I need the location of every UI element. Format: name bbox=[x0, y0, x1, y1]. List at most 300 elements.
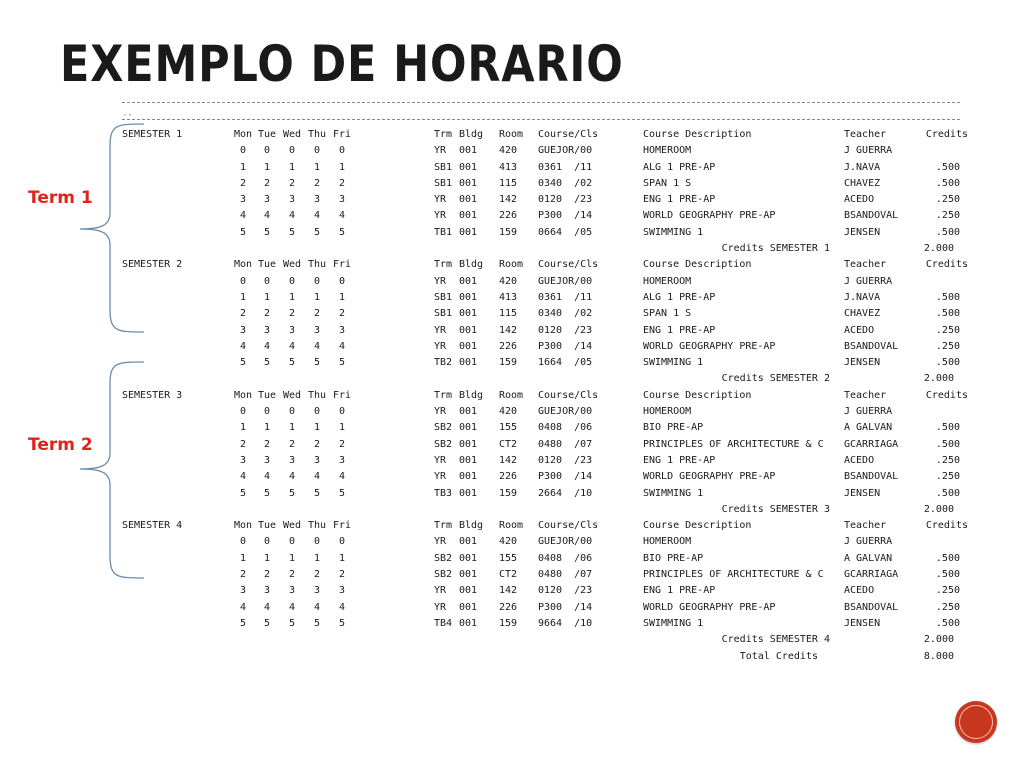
cell-desc: SWIMMING 1 bbox=[643, 226, 704, 238]
cell-bldg: 001 bbox=[459, 161, 478, 173]
semester-total-value: 2.000 bbox=[923, 243, 954, 255]
cell-teacher: J GUERRA bbox=[844, 406, 893, 418]
header-course: Course/Cls bbox=[538, 389, 599, 401]
period-tue: 0 bbox=[263, 145, 271, 157]
header-mon: Mon bbox=[233, 259, 253, 271]
cell-bldg: 001 bbox=[459, 194, 478, 206]
period-tue: 3 bbox=[263, 585, 271, 597]
cell-course: 0120 /23 bbox=[538, 324, 593, 336]
period-mon: 3 bbox=[239, 585, 247, 597]
period-wed: 0 bbox=[288, 536, 296, 548]
cell-course: GUEJOR/00 bbox=[538, 145, 593, 157]
header-credits: Credits bbox=[925, 129, 968, 140]
cell-teacher: JENSEN bbox=[844, 357, 881, 369]
cell-bldg: 001 bbox=[459, 471, 478, 483]
cell-teacher: BSANDOVAL bbox=[844, 210, 899, 222]
semester-total-value: 2.000 bbox=[923, 503, 954, 515]
cell-bldg: 001 bbox=[459, 357, 478, 369]
cell-room: 420 bbox=[499, 145, 518, 157]
period-thu: 5 bbox=[313, 357, 321, 369]
grand-total-row bbox=[122, 649, 968, 665]
cell-bldg: 001 bbox=[459, 340, 478, 352]
period-tue: 1 bbox=[263, 422, 271, 434]
table-row bbox=[122, 404, 968, 420]
cell-credits: .500 bbox=[935, 552, 960, 564]
cell-room: 420 bbox=[499, 406, 518, 418]
header-thu: Thu bbox=[307, 389, 327, 401]
cell-bldg: 001 bbox=[459, 177, 478, 189]
cell-bldg: 001 bbox=[459, 145, 478, 157]
period-mon: 2 bbox=[239, 569, 247, 581]
semester-total-label: Credits SEMESTER 4 bbox=[721, 634, 830, 646]
header-fri: Fri bbox=[332, 129, 352, 140]
cell-course: GUEJOR/00 bbox=[538, 406, 593, 418]
cell-teacher: ACEDO bbox=[844, 194, 875, 206]
cell-bldg: 001 bbox=[459, 487, 478, 499]
cell-bldg: 001 bbox=[459, 291, 478, 303]
period-wed: 3 bbox=[288, 454, 296, 466]
cell-teacher: J GUERRA bbox=[844, 145, 893, 157]
period-mon: 2 bbox=[239, 308, 247, 320]
cell-room: 155 bbox=[499, 552, 518, 564]
semester-name: SEMESTER 1 bbox=[122, 129, 183, 140]
semester-header-row bbox=[122, 127, 968, 143]
dashed-divider-tail: -- bbox=[122, 110, 133, 120]
period-thu: 0 bbox=[313, 275, 321, 287]
cell-desc: SWIMMING 1 bbox=[643, 617, 704, 629]
period-mon: 5 bbox=[239, 226, 247, 238]
header-trm: Trm bbox=[434, 520, 453, 532]
period-wed: 0 bbox=[288, 275, 296, 287]
cell-desc: ENG 1 PRE-AP bbox=[643, 454, 716, 466]
period-tue: 2 bbox=[263, 308, 271, 320]
table-row bbox=[122, 323, 968, 339]
period-fri: 5 bbox=[338, 617, 346, 629]
period-tue: 1 bbox=[263, 161, 271, 173]
period-fri: 0 bbox=[338, 275, 346, 287]
period-mon: 0 bbox=[239, 406, 247, 418]
cell-desc: PRINCIPLES OF ARCHITECTURE & C bbox=[643, 438, 824, 450]
period-fri: 4 bbox=[338, 471, 346, 483]
period-fri: 4 bbox=[338, 601, 346, 613]
period-wed: 2 bbox=[288, 308, 296, 320]
cell-room: 159 bbox=[499, 617, 518, 629]
cell-room: 155 bbox=[499, 422, 518, 434]
period-thu: 0 bbox=[313, 536, 321, 548]
period-tue: 1 bbox=[263, 291, 271, 303]
cell-trm: YR bbox=[434, 406, 447, 418]
cell-teacher: ACEDO bbox=[844, 324, 875, 336]
period-wed: 1 bbox=[288, 161, 296, 173]
cell-bldg: 001 bbox=[459, 438, 478, 450]
cell-desc: BIO PRE-AP bbox=[643, 552, 704, 564]
period-mon: 1 bbox=[239, 422, 247, 434]
cell-trm: TB2 bbox=[434, 357, 453, 369]
header-course: Course/Cls bbox=[538, 259, 599, 271]
period-tue: 2 bbox=[263, 438, 271, 450]
period-fri: 1 bbox=[338, 552, 346, 564]
header-fri: Fri bbox=[332, 389, 352, 401]
header-room: Room bbox=[499, 389, 524, 401]
grand-total-label: Total Credits bbox=[739, 650, 818, 662]
cell-trm: YR bbox=[434, 585, 447, 597]
table-row bbox=[122, 534, 968, 550]
header-thu: Thu bbox=[307, 520, 327, 532]
cell-desc: HOMEROOM bbox=[643, 536, 692, 548]
period-fri: 5 bbox=[338, 357, 346, 369]
cell-room: 142 bbox=[499, 194, 518, 206]
cell-trm: SB1 bbox=[434, 308, 453, 320]
header-tue: Tue bbox=[257, 129, 277, 140]
period-mon: 3 bbox=[239, 194, 247, 206]
cell-trm: SB1 bbox=[434, 177, 453, 189]
cell-course: 0340 /02 bbox=[538, 308, 593, 320]
cell-bldg: 001 bbox=[459, 210, 478, 222]
period-mon: 4 bbox=[239, 210, 247, 222]
period-tue: 2 bbox=[263, 177, 271, 189]
period-thu: 5 bbox=[313, 226, 321, 238]
cell-teacher: J.NAVA bbox=[844, 291, 881, 303]
semester-name: SEMESTER 2 bbox=[122, 259, 183, 271]
period-fri: 0 bbox=[338, 406, 346, 418]
cell-desc: WORLD GEOGRAPHY PRE-AP bbox=[643, 601, 776, 613]
period-wed: 0 bbox=[288, 145, 296, 157]
cell-bldg: 001 bbox=[459, 617, 478, 629]
period-mon: 5 bbox=[239, 487, 247, 499]
cell-desc: ENG 1 PRE-AP bbox=[643, 324, 716, 336]
cell-bldg: 001 bbox=[459, 422, 478, 434]
cell-credits: .500 bbox=[935, 422, 960, 434]
header-credits: Credits bbox=[925, 389, 968, 401]
semester-total-value: 2.000 bbox=[923, 634, 954, 646]
header-mon: Mon bbox=[233, 389, 253, 401]
schedule-table bbox=[122, 127, 968, 665]
cell-credits: .500 bbox=[935, 617, 960, 629]
cell-teacher: J.NAVA bbox=[844, 161, 881, 173]
cell-trm: YR bbox=[434, 275, 447, 287]
cell-teacher: A GALVAN bbox=[844, 422, 893, 434]
cell-desc: WORLD GEOGRAPHY PRE-AP bbox=[643, 471, 776, 483]
period-wed: 3 bbox=[288, 194, 296, 206]
table-row bbox=[122, 486, 968, 502]
period-wed: 1 bbox=[288, 552, 296, 564]
period-fri: 3 bbox=[338, 194, 346, 206]
cell-credits: .250 bbox=[935, 601, 960, 613]
cell-trm: YR bbox=[434, 454, 447, 466]
period-mon: 1 bbox=[239, 291, 247, 303]
header-credits: Credits bbox=[925, 259, 968, 271]
header-course: Course/Cls bbox=[538, 520, 599, 532]
cell-course: GUEJOR/00 bbox=[538, 536, 593, 548]
cell-course: 0361 /11 bbox=[538, 161, 593, 173]
cell-room: 115 bbox=[499, 177, 518, 189]
period-tue: 3 bbox=[263, 194, 271, 206]
circle-icon bbox=[959, 705, 993, 739]
table-row bbox=[122, 160, 968, 176]
header-teacher: Teacher bbox=[844, 389, 887, 401]
cell-bldg: 001 bbox=[459, 275, 478, 287]
period-wed: 5 bbox=[288, 226, 296, 238]
cell-desc: ENG 1 PRE-AP bbox=[643, 194, 716, 206]
cell-desc: ENG 1 PRE-AP bbox=[643, 585, 716, 597]
period-thu: 0 bbox=[313, 145, 321, 157]
period-tue: 4 bbox=[263, 340, 271, 352]
semester-header-row bbox=[122, 388, 968, 404]
cell-room: 226 bbox=[499, 340, 518, 352]
table-row bbox=[122, 567, 968, 583]
period-tue: 0 bbox=[263, 406, 271, 418]
period-tue: 4 bbox=[263, 471, 271, 483]
header-fri: Fri bbox=[332, 259, 352, 271]
cell-course: 0480 /07 bbox=[538, 438, 593, 450]
cell-teacher: ACEDO bbox=[844, 454, 875, 466]
table-row bbox=[122, 600, 968, 616]
period-tue: 0 bbox=[263, 275, 271, 287]
period-fri: 5 bbox=[338, 226, 346, 238]
cell-desc: SWIMMING 1 bbox=[643, 357, 704, 369]
cell-course: 0340 /02 bbox=[538, 177, 593, 189]
header-desc: Course Description bbox=[643, 389, 752, 401]
cell-bldg: 001 bbox=[459, 536, 478, 548]
period-thu: 3 bbox=[313, 454, 321, 466]
semester-total-value: 2.000 bbox=[923, 373, 954, 385]
cell-desc: ALG 1 PRE-AP bbox=[643, 291, 716, 303]
semester-header-row bbox=[122, 518, 968, 534]
period-fri: 2 bbox=[338, 308, 346, 320]
header-thu: Thu bbox=[307, 129, 327, 140]
period-thu: 5 bbox=[313, 487, 321, 499]
period-wed: 3 bbox=[288, 324, 296, 336]
period-tue: 0 bbox=[263, 536, 271, 548]
table-row bbox=[122, 192, 968, 208]
cell-teacher: ACEDO bbox=[844, 585, 875, 597]
semester-total-label: Credits SEMESTER 1 bbox=[721, 243, 830, 255]
cell-room: 413 bbox=[499, 291, 518, 303]
cell-room: 420 bbox=[499, 275, 518, 287]
period-tue: 5 bbox=[263, 226, 271, 238]
period-fri: 5 bbox=[338, 487, 346, 499]
period-fri: 0 bbox=[338, 145, 346, 157]
cell-credits: .500 bbox=[935, 569, 960, 581]
period-mon: 4 bbox=[239, 601, 247, 613]
grand-total-value: 8.000 bbox=[923, 650, 954, 662]
period-fri: 0 bbox=[338, 536, 346, 548]
table-row bbox=[122, 616, 968, 632]
table-row bbox=[122, 583, 968, 599]
period-thu: 4 bbox=[313, 340, 321, 352]
cell-bldg: 001 bbox=[459, 569, 478, 581]
cell-room: 159 bbox=[499, 357, 518, 369]
period-thu: 2 bbox=[313, 438, 321, 450]
cell-teacher: BSANDOVAL bbox=[844, 601, 899, 613]
period-thu: 1 bbox=[313, 552, 321, 564]
period-fri: 1 bbox=[338, 422, 346, 434]
period-wed: 2 bbox=[288, 569, 296, 581]
cell-desc: PRINCIPLES OF ARCHITECTURE & C bbox=[643, 569, 824, 581]
cell-teacher: JENSEN bbox=[844, 226, 881, 238]
cell-trm: YR bbox=[434, 145, 447, 157]
cell-teacher: J GUERRA bbox=[844, 536, 893, 548]
cell-course: 0120 /23 bbox=[538, 454, 593, 466]
table-row bbox=[122, 420, 968, 436]
header-trm: Trm bbox=[434, 259, 453, 271]
table-row bbox=[122, 143, 968, 159]
period-wed: 4 bbox=[288, 471, 296, 483]
cell-course: 0664 /05 bbox=[538, 226, 593, 238]
semester-name: SEMESTER 3 bbox=[122, 389, 183, 401]
period-thu: 3 bbox=[313, 585, 321, 597]
cell-credits: .250 bbox=[935, 585, 960, 597]
table-row bbox=[122, 225, 968, 241]
period-wed: 5 bbox=[288, 617, 296, 629]
semester-header-row bbox=[122, 257, 968, 273]
period-tue: 5 bbox=[263, 357, 271, 369]
period-fri: 1 bbox=[338, 161, 346, 173]
period-tue: 3 bbox=[263, 324, 271, 336]
table-row bbox=[122, 437, 968, 453]
cell-room: 420 bbox=[499, 536, 518, 548]
cell-course: 9664 /10 bbox=[538, 617, 593, 629]
table-row bbox=[122, 469, 968, 485]
cell-desc: SPAN 1 S bbox=[643, 308, 692, 320]
period-fri: 3 bbox=[338, 324, 346, 336]
header-mon: Mon bbox=[233, 129, 253, 140]
header-mon: Mon bbox=[233, 520, 253, 532]
semester-total-label: Credits SEMESTER 3 bbox=[721, 503, 830, 515]
cell-credits: .250 bbox=[935, 340, 960, 352]
period-mon: 3 bbox=[239, 454, 247, 466]
cell-room: 142 bbox=[499, 454, 518, 466]
cell-teacher: CHAVEZ bbox=[844, 308, 881, 320]
cell-room: 142 bbox=[499, 324, 518, 336]
header-trm: Trm bbox=[434, 389, 453, 401]
cell-credits: .500 bbox=[935, 438, 960, 450]
cell-trm: YR bbox=[434, 194, 447, 206]
period-mon: 5 bbox=[239, 357, 247, 369]
cell-bldg: 001 bbox=[459, 324, 478, 336]
cell-teacher: BSANDOVAL bbox=[844, 471, 899, 483]
table-row bbox=[122, 551, 968, 567]
header-desc: Course Description bbox=[643, 129, 752, 140]
cell-trm: TB4 bbox=[434, 617, 453, 629]
period-mon: 3 bbox=[239, 324, 247, 336]
period-wed: 1 bbox=[288, 291, 296, 303]
header-bldg: Bldg bbox=[459, 520, 484, 532]
semester-total-label: Credits SEMESTER 2 bbox=[721, 373, 830, 385]
cell-desc: SWIMMING 1 bbox=[643, 487, 704, 499]
cell-desc: ALG 1 PRE-AP bbox=[643, 161, 716, 173]
table-row bbox=[122, 453, 968, 469]
period-tue: 5 bbox=[263, 617, 271, 629]
table-row bbox=[122, 339, 968, 355]
semester-total-row bbox=[122, 241, 968, 257]
period-mon: 4 bbox=[239, 471, 247, 483]
header-trm: Trm bbox=[434, 129, 453, 140]
table-row bbox=[122, 355, 968, 371]
cell-course: 1664 /05 bbox=[538, 357, 593, 369]
period-thu: 3 bbox=[313, 324, 321, 336]
header-desc: Course Description bbox=[643, 259, 752, 271]
dashed-divider bbox=[122, 119, 960, 120]
header-teacher: Teacher bbox=[844, 259, 887, 271]
cell-desc: BIO PRE-AP bbox=[643, 422, 704, 434]
period-tue: 5 bbox=[263, 487, 271, 499]
period-mon: 1 bbox=[239, 552, 247, 564]
semester-total-row bbox=[122, 371, 968, 387]
header-bldg: Bldg bbox=[459, 259, 484, 271]
header-room: Room bbox=[499, 520, 524, 532]
period-wed: 5 bbox=[288, 487, 296, 499]
period-mon: 1 bbox=[239, 161, 247, 173]
cell-desc: WORLD GEOGRAPHY PRE-AP bbox=[643, 340, 776, 352]
cell-room: 142 bbox=[499, 585, 518, 597]
cell-desc: HOMEROOM bbox=[643, 145, 692, 157]
period-fri: 3 bbox=[338, 585, 346, 597]
cell-bldg: 001 bbox=[459, 585, 478, 597]
header-wed: Wed bbox=[282, 259, 302, 271]
cell-credits: .500 bbox=[935, 291, 960, 303]
cell-credits: .500 bbox=[935, 357, 960, 369]
header-thu: Thu bbox=[307, 259, 327, 271]
period-thu: 2 bbox=[313, 569, 321, 581]
term-1-label: Term 1 bbox=[28, 188, 93, 208]
header-teacher: Teacher bbox=[844, 129, 887, 140]
period-mon: 2 bbox=[239, 438, 247, 450]
period-wed: 5 bbox=[288, 357, 296, 369]
cell-room: CT2 bbox=[499, 569, 518, 581]
cell-trm: SB2 bbox=[434, 552, 453, 564]
header-credits: Credits bbox=[925, 520, 968, 532]
period-tue: 1 bbox=[263, 552, 271, 564]
period-fri: 1 bbox=[338, 291, 346, 303]
period-tue: 3 bbox=[263, 454, 271, 466]
period-mon: 0 bbox=[239, 275, 247, 287]
semester-total-row bbox=[122, 632, 968, 648]
period-thu: 2 bbox=[313, 308, 321, 320]
cell-teacher: A GALVAN bbox=[844, 552, 893, 564]
cell-desc: SPAN 1 S bbox=[643, 177, 692, 189]
period-mon: 2 bbox=[239, 177, 247, 189]
cell-course: 0120 /23 bbox=[538, 585, 593, 597]
next-slide-button[interactable] bbox=[955, 701, 997, 743]
cell-credits: .250 bbox=[935, 324, 960, 336]
cell-teacher: GCARRIAGA bbox=[844, 569, 899, 581]
period-wed: 2 bbox=[288, 438, 296, 450]
cell-trm: YR bbox=[434, 601, 447, 613]
cell-room: 159 bbox=[499, 487, 518, 499]
period-fri: 4 bbox=[338, 210, 346, 222]
header-wed: Wed bbox=[282, 129, 302, 140]
term-2-label: Term 2 bbox=[28, 435, 93, 455]
cell-trm: SB1 bbox=[434, 291, 453, 303]
table-row bbox=[122, 274, 968, 290]
cell-course: 0361 /11 bbox=[538, 291, 593, 303]
period-wed: 1 bbox=[288, 422, 296, 434]
table-row bbox=[122, 208, 968, 224]
dashed-divider bbox=[122, 102, 960, 103]
period-mon: 0 bbox=[239, 145, 247, 157]
cell-course: 0480 /07 bbox=[538, 569, 593, 581]
cell-course: 0120 /23 bbox=[538, 194, 593, 206]
cell-credits: .500 bbox=[935, 226, 960, 238]
cell-credits: .250 bbox=[935, 210, 960, 222]
cell-credits: .250 bbox=[935, 471, 960, 483]
cell-room: 226 bbox=[499, 210, 518, 222]
table-row bbox=[122, 176, 968, 192]
cell-trm: YR bbox=[434, 471, 447, 483]
cell-bldg: 001 bbox=[459, 406, 478, 418]
header-room: Room bbox=[499, 129, 524, 140]
